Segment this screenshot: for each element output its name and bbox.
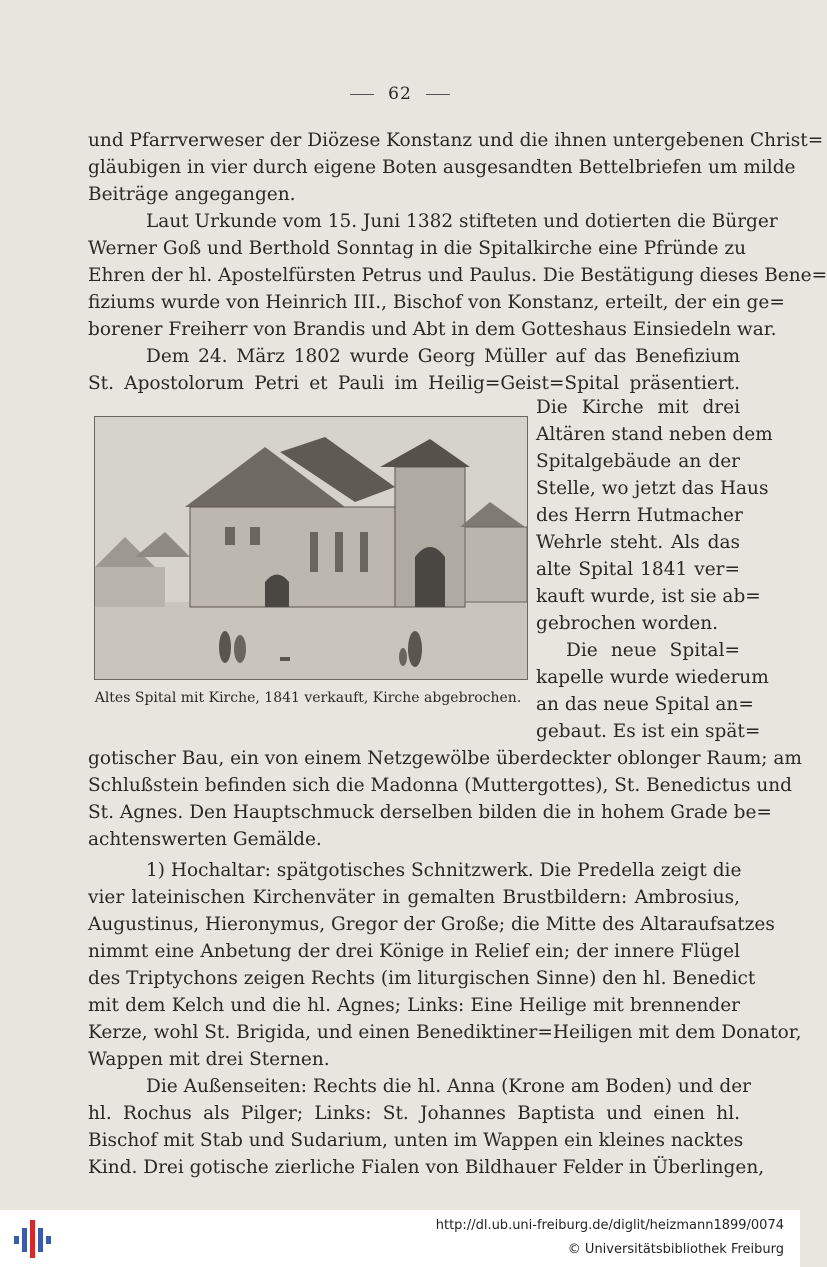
side-text-line: kauft wurde, ist sie ab=: [536, 586, 761, 607]
side-text-line: Die neue Spital=: [566, 640, 740, 661]
text-line: Dem 24. März 1802 wurde Georg Müller auf das Benefizium: [146, 346, 740, 367]
text-line: St. Agnes. Den Hauptschmuck derselben bilden die in hohem Grade be=: [88, 802, 772, 823]
side-text-line: an das neue Spital an=: [536, 694, 754, 715]
text-line: Wappen mit drei Sternen.: [88, 1049, 330, 1070]
side-text-line: alte Spital 1841 ver=: [536, 559, 740, 580]
page-number: 62: [0, 84, 800, 104]
source-url-link[interactable]: http://dl.ub.uni-freiburg.de/diglit/heizmann1899/0074: [435, 1218, 784, 1233]
text-line: des Triptychons zeigen Rechts (im liturgischen Sinne) den hl. Benedict: [88, 968, 756, 989]
side-text-line: des Herrn Hutmacher: [536, 505, 743, 526]
side-text-line: Spitalgebäude an der: [536, 451, 740, 472]
library-footer: [0, 1210, 800, 1267]
text-line: vier lateinischen Kirchenväter in gemalten Brustbildern: Ambrosius,: [88, 887, 740, 908]
side-text-line: Stelle, wo jetzt das Haus: [536, 478, 769, 499]
side-text-line: Altären stand neben dem: [536, 424, 773, 445]
text-line: Die Außenseiten: Rechts die hl. Anna (Krone am Boden) und der: [146, 1076, 752, 1097]
text-line: hl. Rochus als Pilger; Links: St. Johannes Baptista und einen hl.: [88, 1103, 740, 1124]
hospital-engraving: [95, 417, 527, 679]
text-line: Schlußstein befinden sich die Madonna (Muttergottes), St. Benedictus und: [88, 775, 793, 796]
library-logo-icon: [12, 1218, 52, 1260]
text-line: gotischer Bau, ein von einem Netzgewölbe überdeckter oblonger Raum; am: [88, 748, 802, 769]
side-text-line: gebaut. Es ist ein spät=: [536, 721, 761, 742]
text-line: Beiträge angegangen.: [88, 184, 296, 205]
text-line: nimmt eine Anbetung der drei Könige in Relief ein; der innere Flügel: [88, 941, 740, 962]
text-line: 1) Hochaltar: spätgotisches Schnitzwerk. Die Predella zeigt die: [146, 860, 742, 881]
side-text-line: kapelle wurde wiederum: [536, 667, 769, 688]
text-line: mit dem Kelch und die hl. Agnes; Links: Eine Heilige mit brennender: [88, 995, 740, 1016]
text-line: achtenswerten Gemälde.: [88, 829, 322, 850]
text-line: Ehren der hl. Apostelfürsten Petrus und Paulus. Die Bestätigung dieses Bene=: [88, 265, 827, 286]
copyright-notice: © Universitätsbibliothek Freiburg: [567, 1242, 784, 1257]
text-line: Laut Urkunde vom 15. Juni 1382 stifteten und dotierten die Bürger: [146, 211, 778, 232]
side-text-line: Die Kirche mit drei: [536, 397, 740, 418]
figure-caption: Altes Spital mit Kirche, 1841 verkauft, Kirche abgebrochen.: [94, 690, 522, 706]
text-line: gläubigen in vier durch eigene Boten ausgesandten Bettelbriefen um milde: [88, 157, 796, 178]
text-line: fiziums wurde von Heinrich III., Bischof von Konstanz, erteilt, der ein ge=: [88, 292, 785, 313]
side-text-line: gebrochen worden.: [536, 613, 719, 634]
illustration-old-hospital: [94, 416, 528, 680]
side-text-line: Wehrle steht. Als das: [536, 532, 740, 553]
text-line: St. Apostolorum Petri et Pauli im Heilig=Geist=Spital präsentiert.: [88, 373, 740, 394]
text-line: Kind. Drei gotische zierliche Fialen von Bildhauer Felder in Überlingen,: [88, 1157, 765, 1178]
text-line: Werner Goß und Berthold Sonntag in die Spitalkirche eine Pfründe zu: [88, 238, 747, 259]
text-line: borener Freiherr von Brandis und Abt in dem Gotteshaus Einsiedeln war.: [88, 319, 777, 340]
text-line: Augustinus, Hieronymus, Gregor der Große; die Mitte des Altaraufsatzes: [88, 914, 775, 935]
text-line: Bischof mit Stab und Sudarium, unten im Wappen ein kleines nacktes: [88, 1130, 744, 1151]
text-line: und Pfarrverweser der Diözese Konstanz und die ihnen untergebenen Christ=: [88, 130, 824, 151]
text-line: Kerze, wohl St. Brigida, und einen Benediktiner=Heiligen mit dem Donator,: [88, 1022, 802, 1043]
